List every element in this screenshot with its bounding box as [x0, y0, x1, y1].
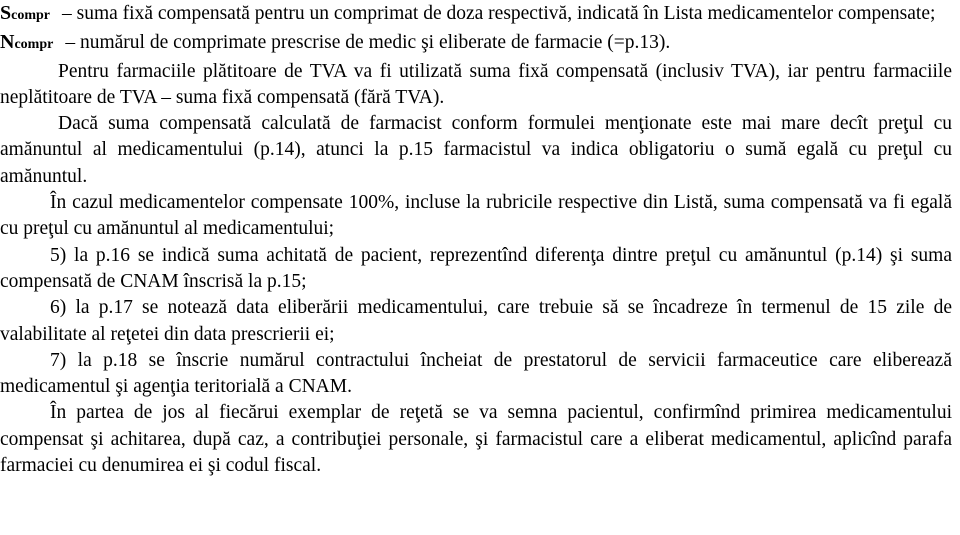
paragraph-semnatura: În partea de jos al fiecărui exemplar de reţetă se va semna pacientul, confirmînd primirea medicamentului compensat şi achitarea, după caz, a contribuţiei personale, şi farmacistul care a eliberat medicamentul, aplicînd parafa farmaciei cu denumirea ei şi codul fiscal.	[0, 402, 952, 477]
definition-symbol: S	[0, 2, 12, 24]
paragraph-tva: Pentru farmaciile plătitoare de TVA va fi utilizată suma fixă compensată (inclusiv TVA), iar pentru farmaciile neplătitoare de TVA – suma fixă compensată (fără TVA).	[0, 60, 952, 108]
definition-subscript: compr	[11, 8, 51, 23]
list-item-7: 7) la p.18 se înscrie numărul contractului încheiat de prestatorul de servicii farmaceutice care eliberează medicamentul şi agenţia teritorială a CNAM.	[0, 349, 952, 398]
paragraph-suma-compensata: Dacă suma compensată calculată de farmacist conform formulei menţionate este mai mare decît preţul cu amănuntul al medicamentului (p.14), atunci la p.15 farmacistul va indica obligatoriu o sumă egală cu preţul cu amănuntul.	[0, 113, 952, 187]
definition-n-compr	[0, 29, 952, 58]
definition-text: – suma fixă compensată pentru un comprimat de doza respectivă, indicată în Lista medicamentelor compensate;	[62, 3, 936, 24]
definition-subscript: compr	[14, 37, 54, 53]
paragraph-compensate-100: În cazul medicamentelor compensate 100%, incluse la rubricile respective din Listă, suma compensată va fi egală cu preţul cu amănuntul al medicamentului;	[0, 192, 952, 240]
definition-text: – numărul de comprimate prescrise de medic şi eliberate de farmacie (=p.13).	[65, 32, 671, 54]
definition-symbol: N	[0, 31, 15, 54]
list-item-6: 6) la p.17 se notează data eliberării medicamentului, care trebuie să se încadreze în termenul de 15 zile de valabilitate al reţetei din data prescrierii ei;	[0, 297, 952, 345]
definition-s-compr	[0, 0, 952, 29]
list-item-5: 5) la p.16 se indică suma achitată de pacient, reprezentînd diferenţa dintre preţul cu amănuntul (p.14) şi suma compensată de CNAM înscrisă la p.15;	[0, 244, 952, 292]
